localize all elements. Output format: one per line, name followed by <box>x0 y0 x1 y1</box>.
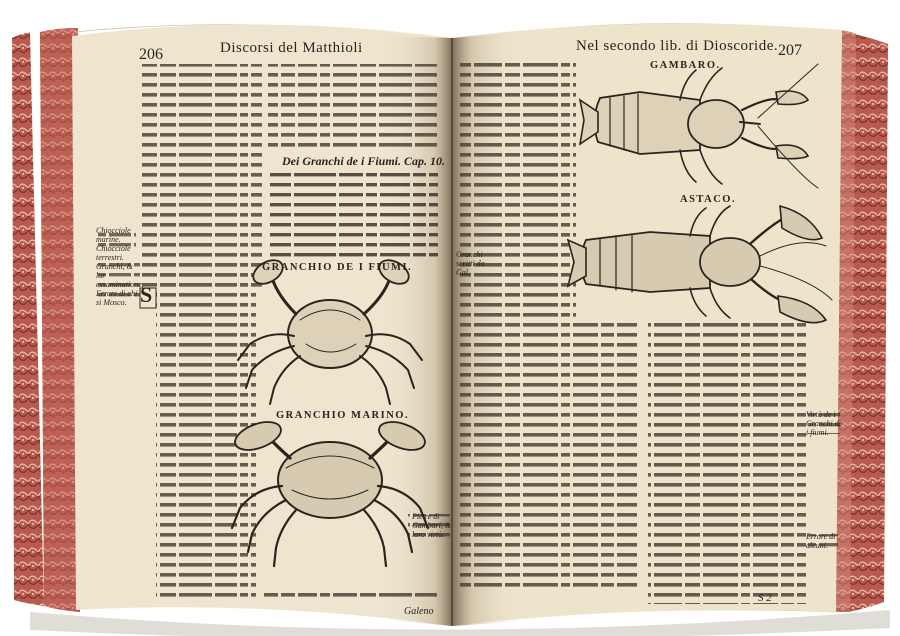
left-marginal-note-3: Granchi scritti da Gal. <box>456 250 485 277</box>
right-marginal-note-3: Pietre di Gambari, & loro virtù. <box>412 512 452 539</box>
caption-sea-crab: GRANCHIO MARINO. <box>276 410 410 421</box>
right-page-number: 207 <box>778 42 802 59</box>
left-running-head: Discorsi del Matthioli <box>220 40 363 56</box>
left-page-number: 206 <box>139 46 163 63</box>
left-marginal-note-1: Chiocciole marine. Chiocciole terrestri. <box>96 226 131 262</box>
right-marginal-note-2: Errore di alcuni. <box>806 532 836 550</box>
caption-gambaro: GAMBARO. <box>650 60 721 71</box>
left-catchword: Galeno <box>404 606 434 617</box>
signature-mark: S 2 <box>758 592 772 604</box>
right-running-head: Nel secondo lib. di Dioscoride. <box>576 38 779 54</box>
drop-cap: S <box>140 282 153 307</box>
caption-river-crab: GRANCHIO DE I FIUMI. <box>262 262 413 273</box>
left-marginal-note-2: Granchi, & lor essaminatione. Errore di chi si Mosco. <box>96 262 144 307</box>
section-title: Dei Granchi de i Fiumi. Cap. 10. <box>282 154 446 168</box>
right-marginal-note-1: Virtù de i Granchi de i fiumi. <box>806 410 843 437</box>
caption-astaco: ASTACO. <box>680 194 737 205</box>
